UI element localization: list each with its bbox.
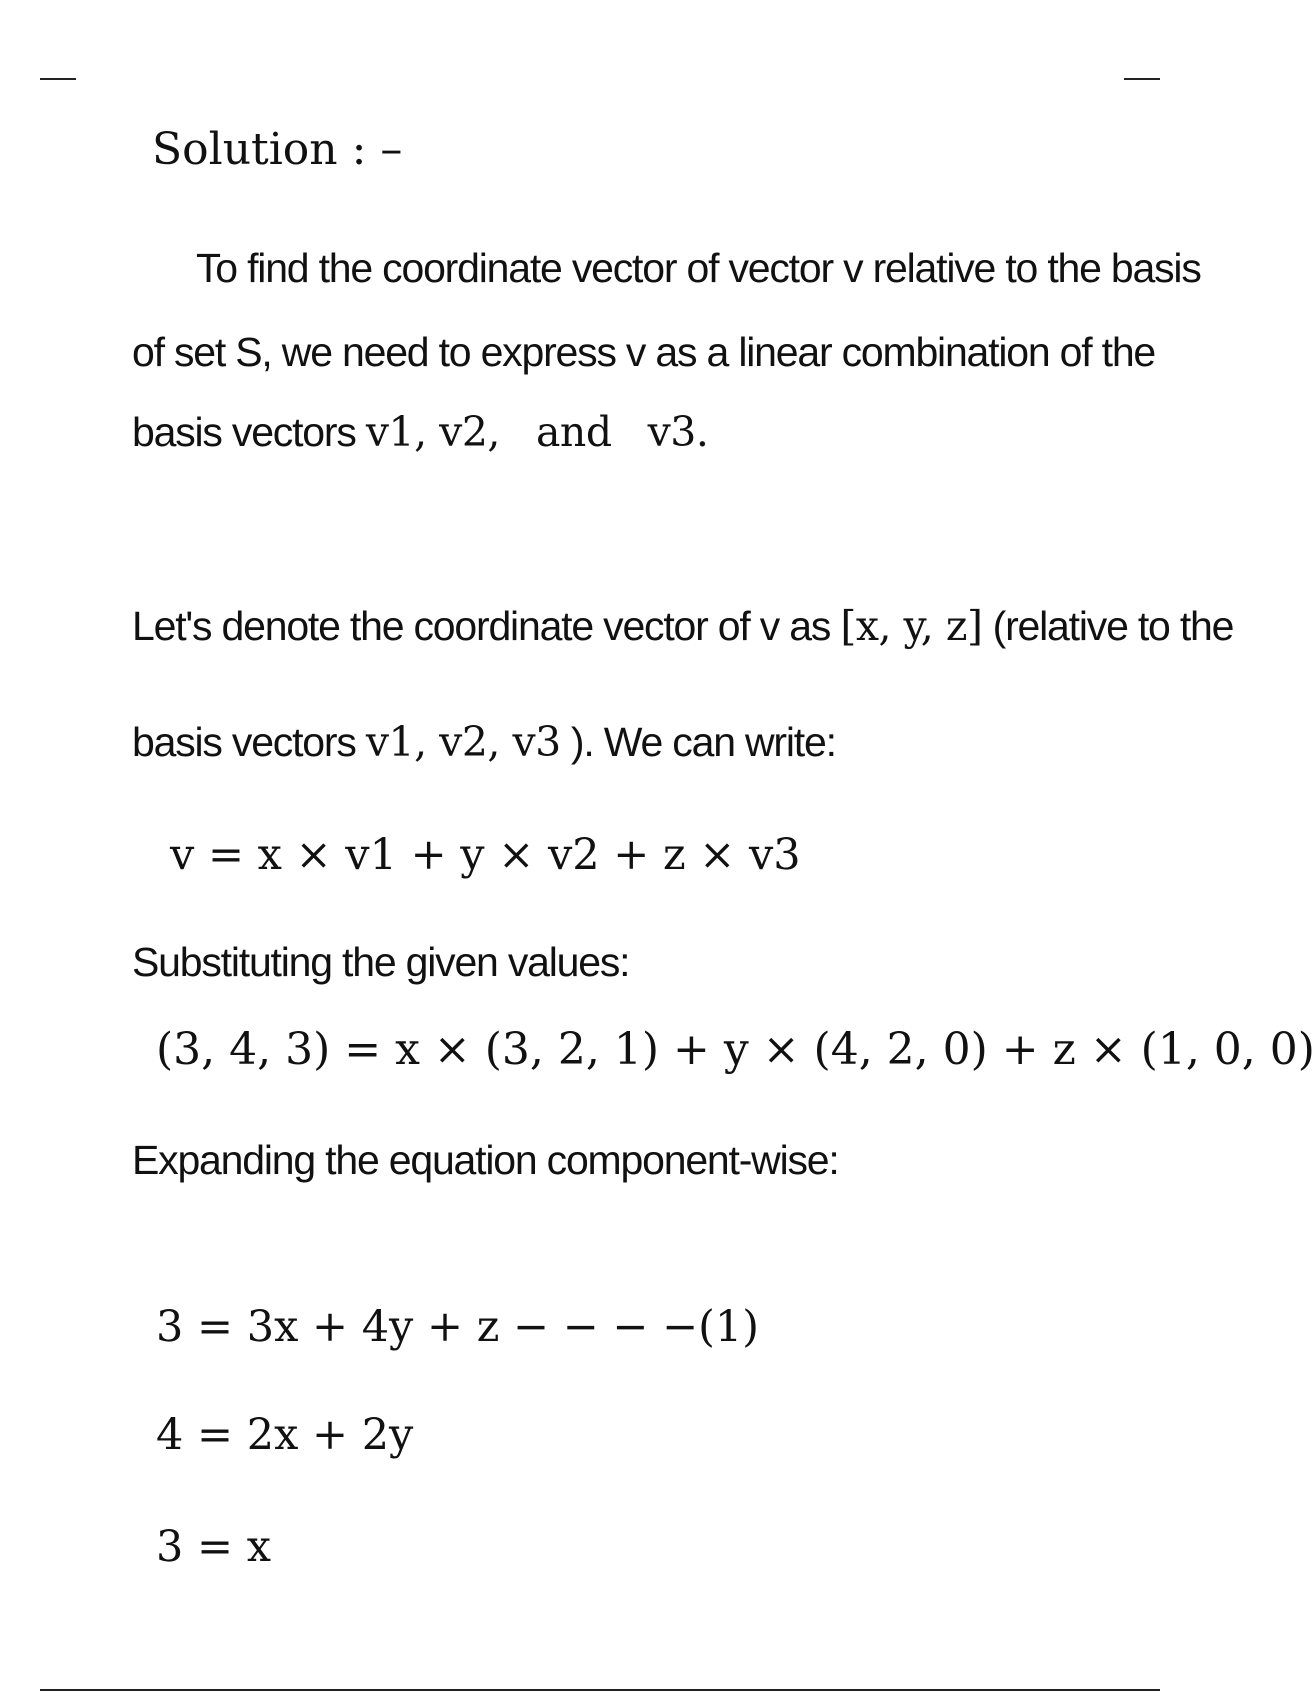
expanding-label: Expanding the equation component-wise:	[132, 1137, 839, 1183]
denote-line-1-after: (relative to the	[982, 603, 1234, 649]
intro-line-3-text: basis vectors	[132, 409, 366, 455]
denote-line-1	[132, 602, 1234, 650]
coordinate-vector-xyz: [x, y, z]	[840, 602, 983, 650]
equation-2: 4 = 2x + 2y	[156, 1410, 414, 1460]
top-left-rule	[40, 78, 76, 80]
equation-v-linear-combination: v = x × v1 + y × v2 + z × v3	[170, 830, 801, 880]
substituting-label: Substituting the given values:	[132, 939, 630, 985]
solution-heading: Solution : –	[152, 124, 403, 175]
denote-line-2-text: basis vectors	[132, 719, 366, 765]
equation-1: 3 = 3x + 4y + z − − − −(1)	[156, 1302, 760, 1352]
equation-substituted: (3, 4, 3) = x × (3, 2, 1) + y × (4, 2, 0) + z × (1, 0, 0)	[156, 1024, 1315, 1075]
top-right-rule	[1124, 78, 1160, 80]
denote-line-2-vectors: v1, v2, v3	[365, 718, 561, 766]
intro-line-3	[132, 408, 709, 456]
bottom-rule	[40, 1689, 1160, 1691]
intro-line-3-and: and	[535, 408, 612, 456]
denote-line-2-after: ). We can write:	[560, 719, 836, 765]
denote-line-2	[132, 718, 836, 766]
denote-line-1-text: Let's denote the coordinate vector of v as	[132, 603, 841, 649]
equation-3: 3 = x	[156, 1522, 271, 1572]
intro-line-2: of set S, we need to express v as a linear combination of the	[132, 329, 1156, 375]
intro-line-3-vectors: v1, v2,	[365, 408, 500, 456]
intro-line-1: To find the coordinate vector of vector v relative to the basis	[196, 245, 1201, 291]
intro-line-3-v3: v3.	[647, 408, 709, 456]
